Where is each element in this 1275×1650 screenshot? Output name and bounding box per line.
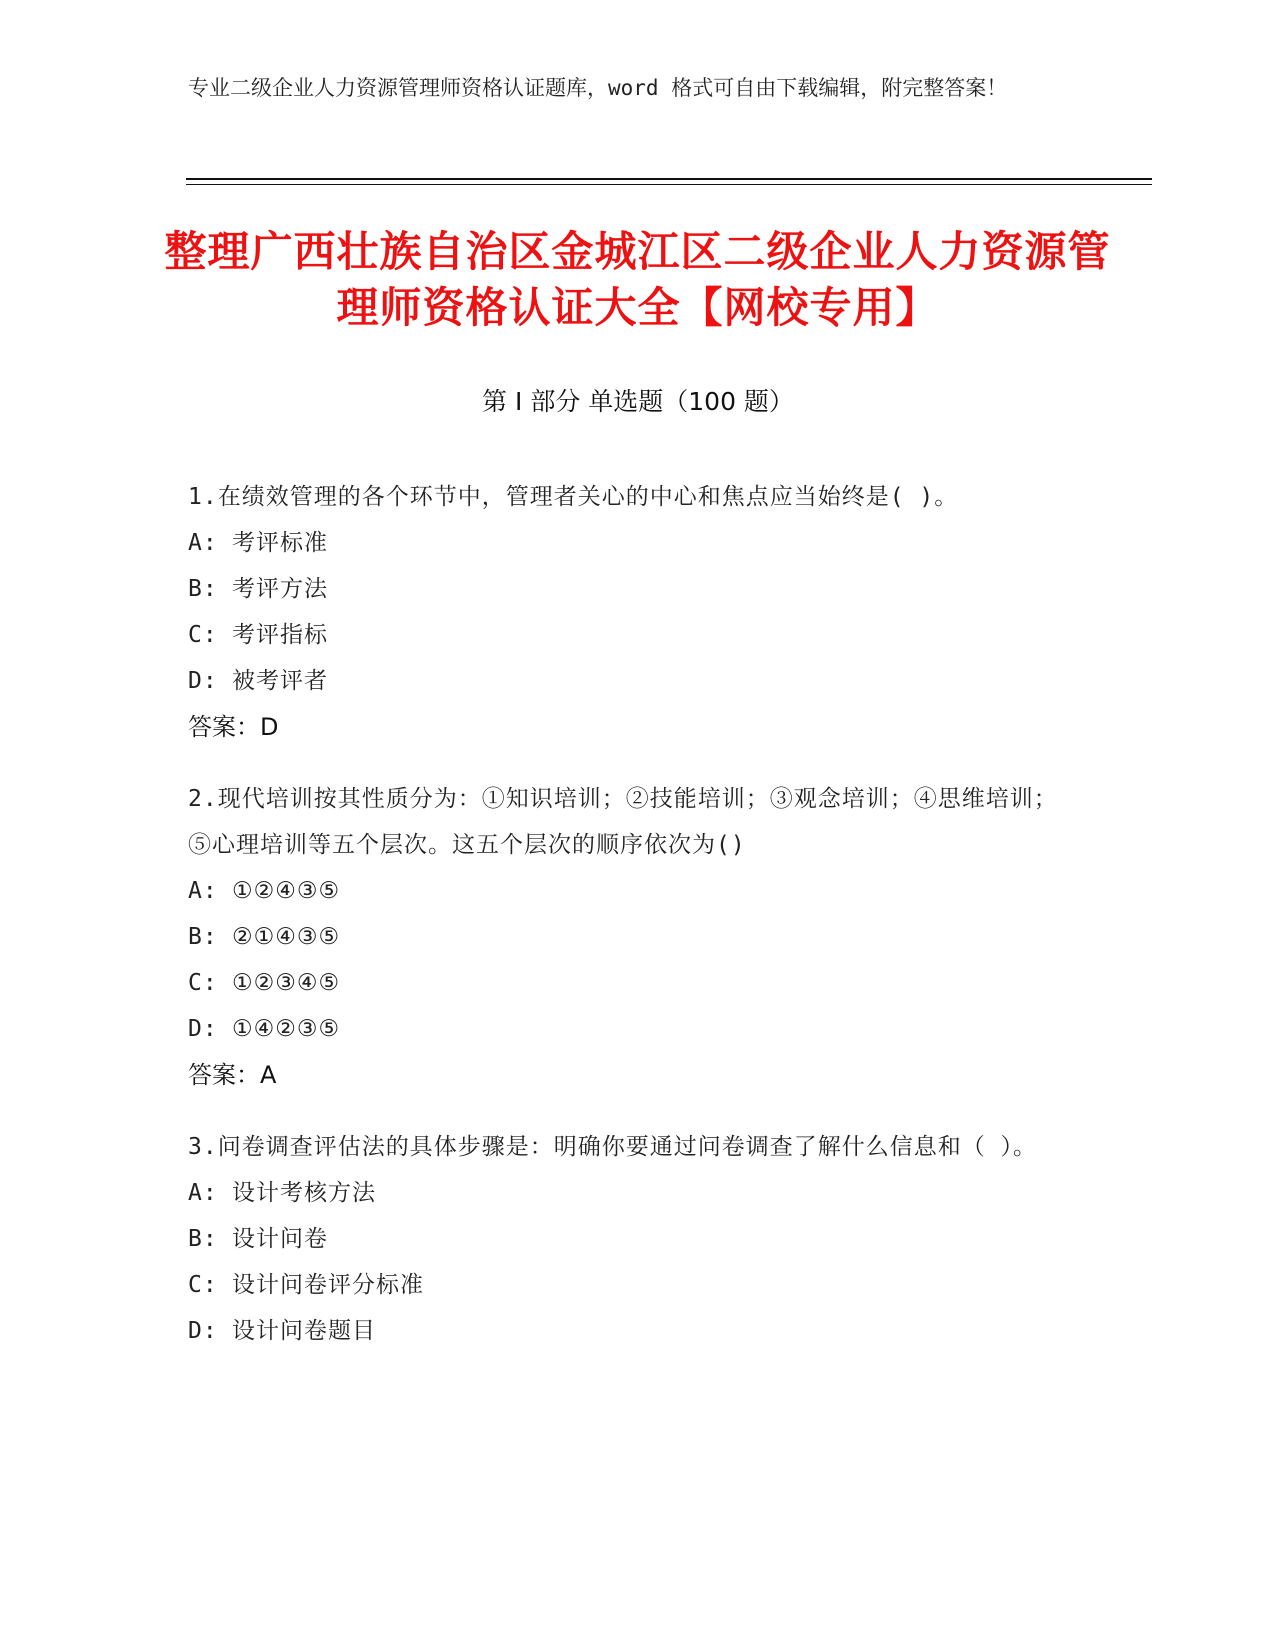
question-item: [188, 474, 1068, 750]
option-text: 设计问卷评分标准: [232, 1272, 424, 1298]
option-letter: A:: [188, 878, 218, 904]
question-stem: 2.现代培训按其性质分为：①知识培训；②技能培训；③观念培训；④思维培训；⑤心理培训等五个层次。这五个层次的顺序依次为(): [188, 786, 1058, 858]
option-text: 设计问卷: [232, 1226, 328, 1252]
option-b: [188, 914, 1068, 960]
answer-line: 答案：D: [188, 713, 279, 741]
option-letter: C:: [188, 970, 218, 996]
option-b: [188, 566, 1068, 612]
option-text: ①④②③⑤: [232, 1016, 341, 1042]
option-d: [188, 658, 1068, 704]
question-stem: 1.在绩效管理的各个环节中，管理者关心的中心和焦点应当始终是( )。: [188, 484, 959, 510]
option-c: [188, 612, 1068, 658]
option-text: 考评方法: [232, 576, 328, 602]
option-letter: B:: [188, 576, 218, 602]
header-note: 专业二级企业人力资源管理师资格认证题库，word 格式可自由下载编辑，附完整答案！: [188, 76, 1008, 100]
document-title: 整理广西壮族自治区金城江区二级企业人力资源管理师资格认证大全【网校专用】: [164, 227, 1111, 332]
option-a: [188, 868, 1068, 914]
option-d: [188, 1006, 1068, 1052]
question-list: [188, 474, 1068, 1380]
option-letter: B:: [188, 924, 218, 950]
option-text: 被考评者: [232, 668, 328, 694]
option-text: 考评指标: [232, 622, 328, 648]
option-letter: D:: [188, 1016, 218, 1042]
header-rule-thick: [186, 178, 1152, 180]
option-letter: D:: [188, 1318, 218, 1344]
option-d: [188, 1308, 1068, 1354]
question-stem: 3.问卷调查评估法的具体步骤是：明确你要通过问卷调查了解什么信息和（ ）。: [188, 1134, 1038, 1160]
option-letter: C:: [188, 1272, 218, 1298]
option-letter: A:: [188, 530, 218, 556]
option-text: 设计考核方法: [232, 1180, 376, 1206]
section-heading: 第 I 部分 单选题（100 题）: [482, 387, 794, 416]
option-letter: A:: [188, 1180, 218, 1206]
question-item: [188, 776, 1068, 1098]
option-text: 考评标准: [232, 530, 328, 556]
option-text: ①②④③⑤: [232, 878, 341, 904]
option-text: 设计问卷题目: [232, 1318, 376, 1344]
answer-line: 答案：A: [188, 1061, 277, 1089]
option-letter: D:: [188, 668, 218, 694]
option-text: ①②③④⑤: [232, 970, 341, 996]
option-text: ②①④③⑤: [232, 924, 341, 950]
option-letter: C:: [188, 622, 218, 648]
option-c: [188, 1262, 1068, 1308]
option-a: [188, 1170, 1068, 1216]
option-a: [188, 520, 1068, 566]
option-c: [188, 960, 1068, 1006]
option-letter: B:: [188, 1226, 218, 1252]
header-rule-thin: [186, 184, 1152, 185]
question-item: [188, 1124, 1068, 1354]
option-b: [188, 1216, 1068, 1262]
